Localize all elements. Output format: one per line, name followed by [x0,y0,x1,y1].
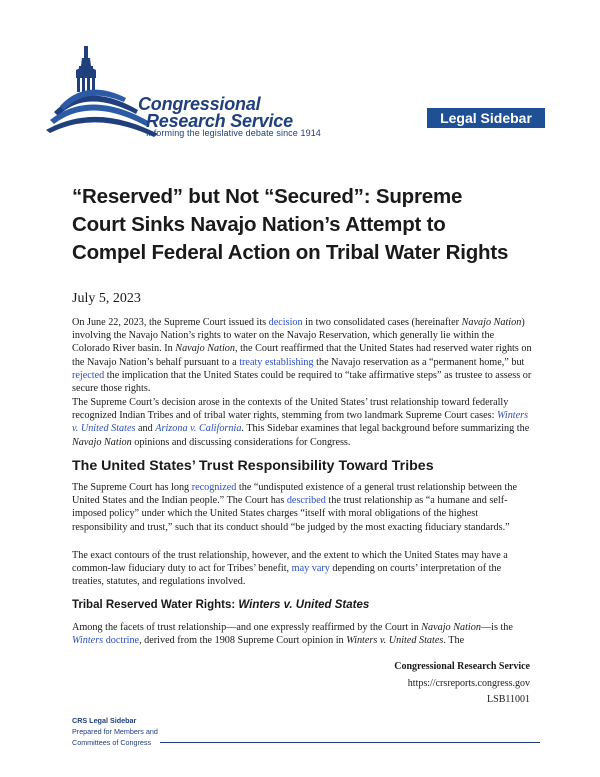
text: the “undisputed existence of a general trust relationship between the United States and the Indian people.” The Court has [72,482,517,507]
title-line: Court Sinks Navajo Nation’s Attempt to [72,213,446,236]
text: depending on courts’ interpretation of the treaties, statutes, and regulations involved. [72,563,502,588]
paragraph-intro [72,316,532,395]
case-name: Navajo Nation [175,343,235,355]
text: Tribal Reserved Water Rights: [72,599,239,611]
case-name: Navajo Nation [461,317,522,328]
subsection-heading [72,599,369,611]
text: —is the [480,622,513,633]
text: the trust relationship as “a humane and self-imposed policy” under which the United States charges “itself with moral obligations of the highest responsibility and trust,” such that its conduct should “be judged by the most exacting fiduciary standards.” [72,495,510,533]
text: On June 22, 2023, the Supreme Court issued its [72,317,269,328]
case-name: Navajo Nation [72,436,132,448]
paragraph-contours [72,549,532,589]
text: in two consolidated cases (hereinafter [302,317,462,328]
title-line: “Reserved” but Not “Secured”: Supreme [72,185,463,208]
title-line: Compel Federal Action on Tribal Water Rights [72,241,509,264]
case-name: Navajo Nation [421,622,481,633]
org-name-line1: Congressional [138,94,261,114]
text: opinions and discussing considerations for Congress. [131,436,351,448]
treaty-link[interactable]: treaty establishing [239,356,314,368]
text: the Navajo reservation as a “permanent home,” but [313,356,525,368]
paragraph-background [72,396,532,449]
text: the implication that the United States could be required to “take affirmative steps” as trustee to assess or secure those rights. [72,369,532,395]
footer-org: Congressional Research Service [394,661,530,672]
legal-sidebar-badge: Legal Sidebar [427,108,545,128]
footer-rule [160,742,540,743]
text: The Supreme Court’s decision arose in the contexts of the United States’ trust relationship toward federally recognized Indian Tribes and of tribal water rights, stemming from two landmark Supreme Court cases: [72,397,509,422]
footer-report-id: LSB11001 [487,694,530,705]
footer-prepared-line1: Prepared for Members and [72,727,158,736]
may-vary-link[interactable]: may vary [291,563,330,575]
text: ) involving the Navajo Nation’s rights to water on the Navajo Reservation, which generally lie within the Colorado River basin. In [72,317,525,355]
text: The Supreme Court has long [72,482,192,493]
text: The exact contours of the trust relationship, however, and the extent to which the United States may have a common-law fiduciary duty to act for Tribes’ benefit, [72,550,508,575]
footer-url: https://crsreports.congress.gov [407,678,530,689]
arizona-link[interactable] [155,423,241,434]
page-title [72,183,552,267]
case-name: Winters v. United States [238,599,370,611]
section-heading: The United States’ Trust Responsibility Toward Tribes [72,458,434,474]
footer-series: CRS Legal Sidebar [72,716,137,725]
paragraph-trust [72,481,532,534]
paragraph-winters [72,621,532,647]
org-tagline: Informing the legislative debate since 1914 [146,128,321,138]
case-name: Winters v. United States [346,635,444,647]
recognized-link[interactable]: recognized [191,482,237,493]
decision-link[interactable]: decision [268,317,303,328]
text: and [135,423,156,435]
text: . The [443,635,465,647]
winters-doctrine-link[interactable] [72,635,139,646]
link-text: Arizona v. California [155,423,242,435]
link-text: Winters [72,635,104,647]
text: , derived from the 1908 Supreme Court opinion in [139,635,347,647]
publication-date: July 5, 2023 [72,291,141,306]
text: . This Sidebar examines that legal background before summarizing the [241,423,530,435]
link-text: Winters v. United States [72,410,529,435]
footer-prepared-line2: Committees of Congress [72,738,152,747]
described-link[interactable]: described [286,495,326,507]
org-name-line2: Research Service [146,111,293,131]
text: , the Court reaffirmed that the United States had reserved water rights on the Navajo Nation’s behalf pursuant to a [72,343,532,368]
link-text: doctrine [103,635,140,647]
text: Among the facets of trust relationship—and one expressly reaffirmed by the Court in [72,622,422,633]
rejected-link[interactable]: rejected [72,369,105,381]
